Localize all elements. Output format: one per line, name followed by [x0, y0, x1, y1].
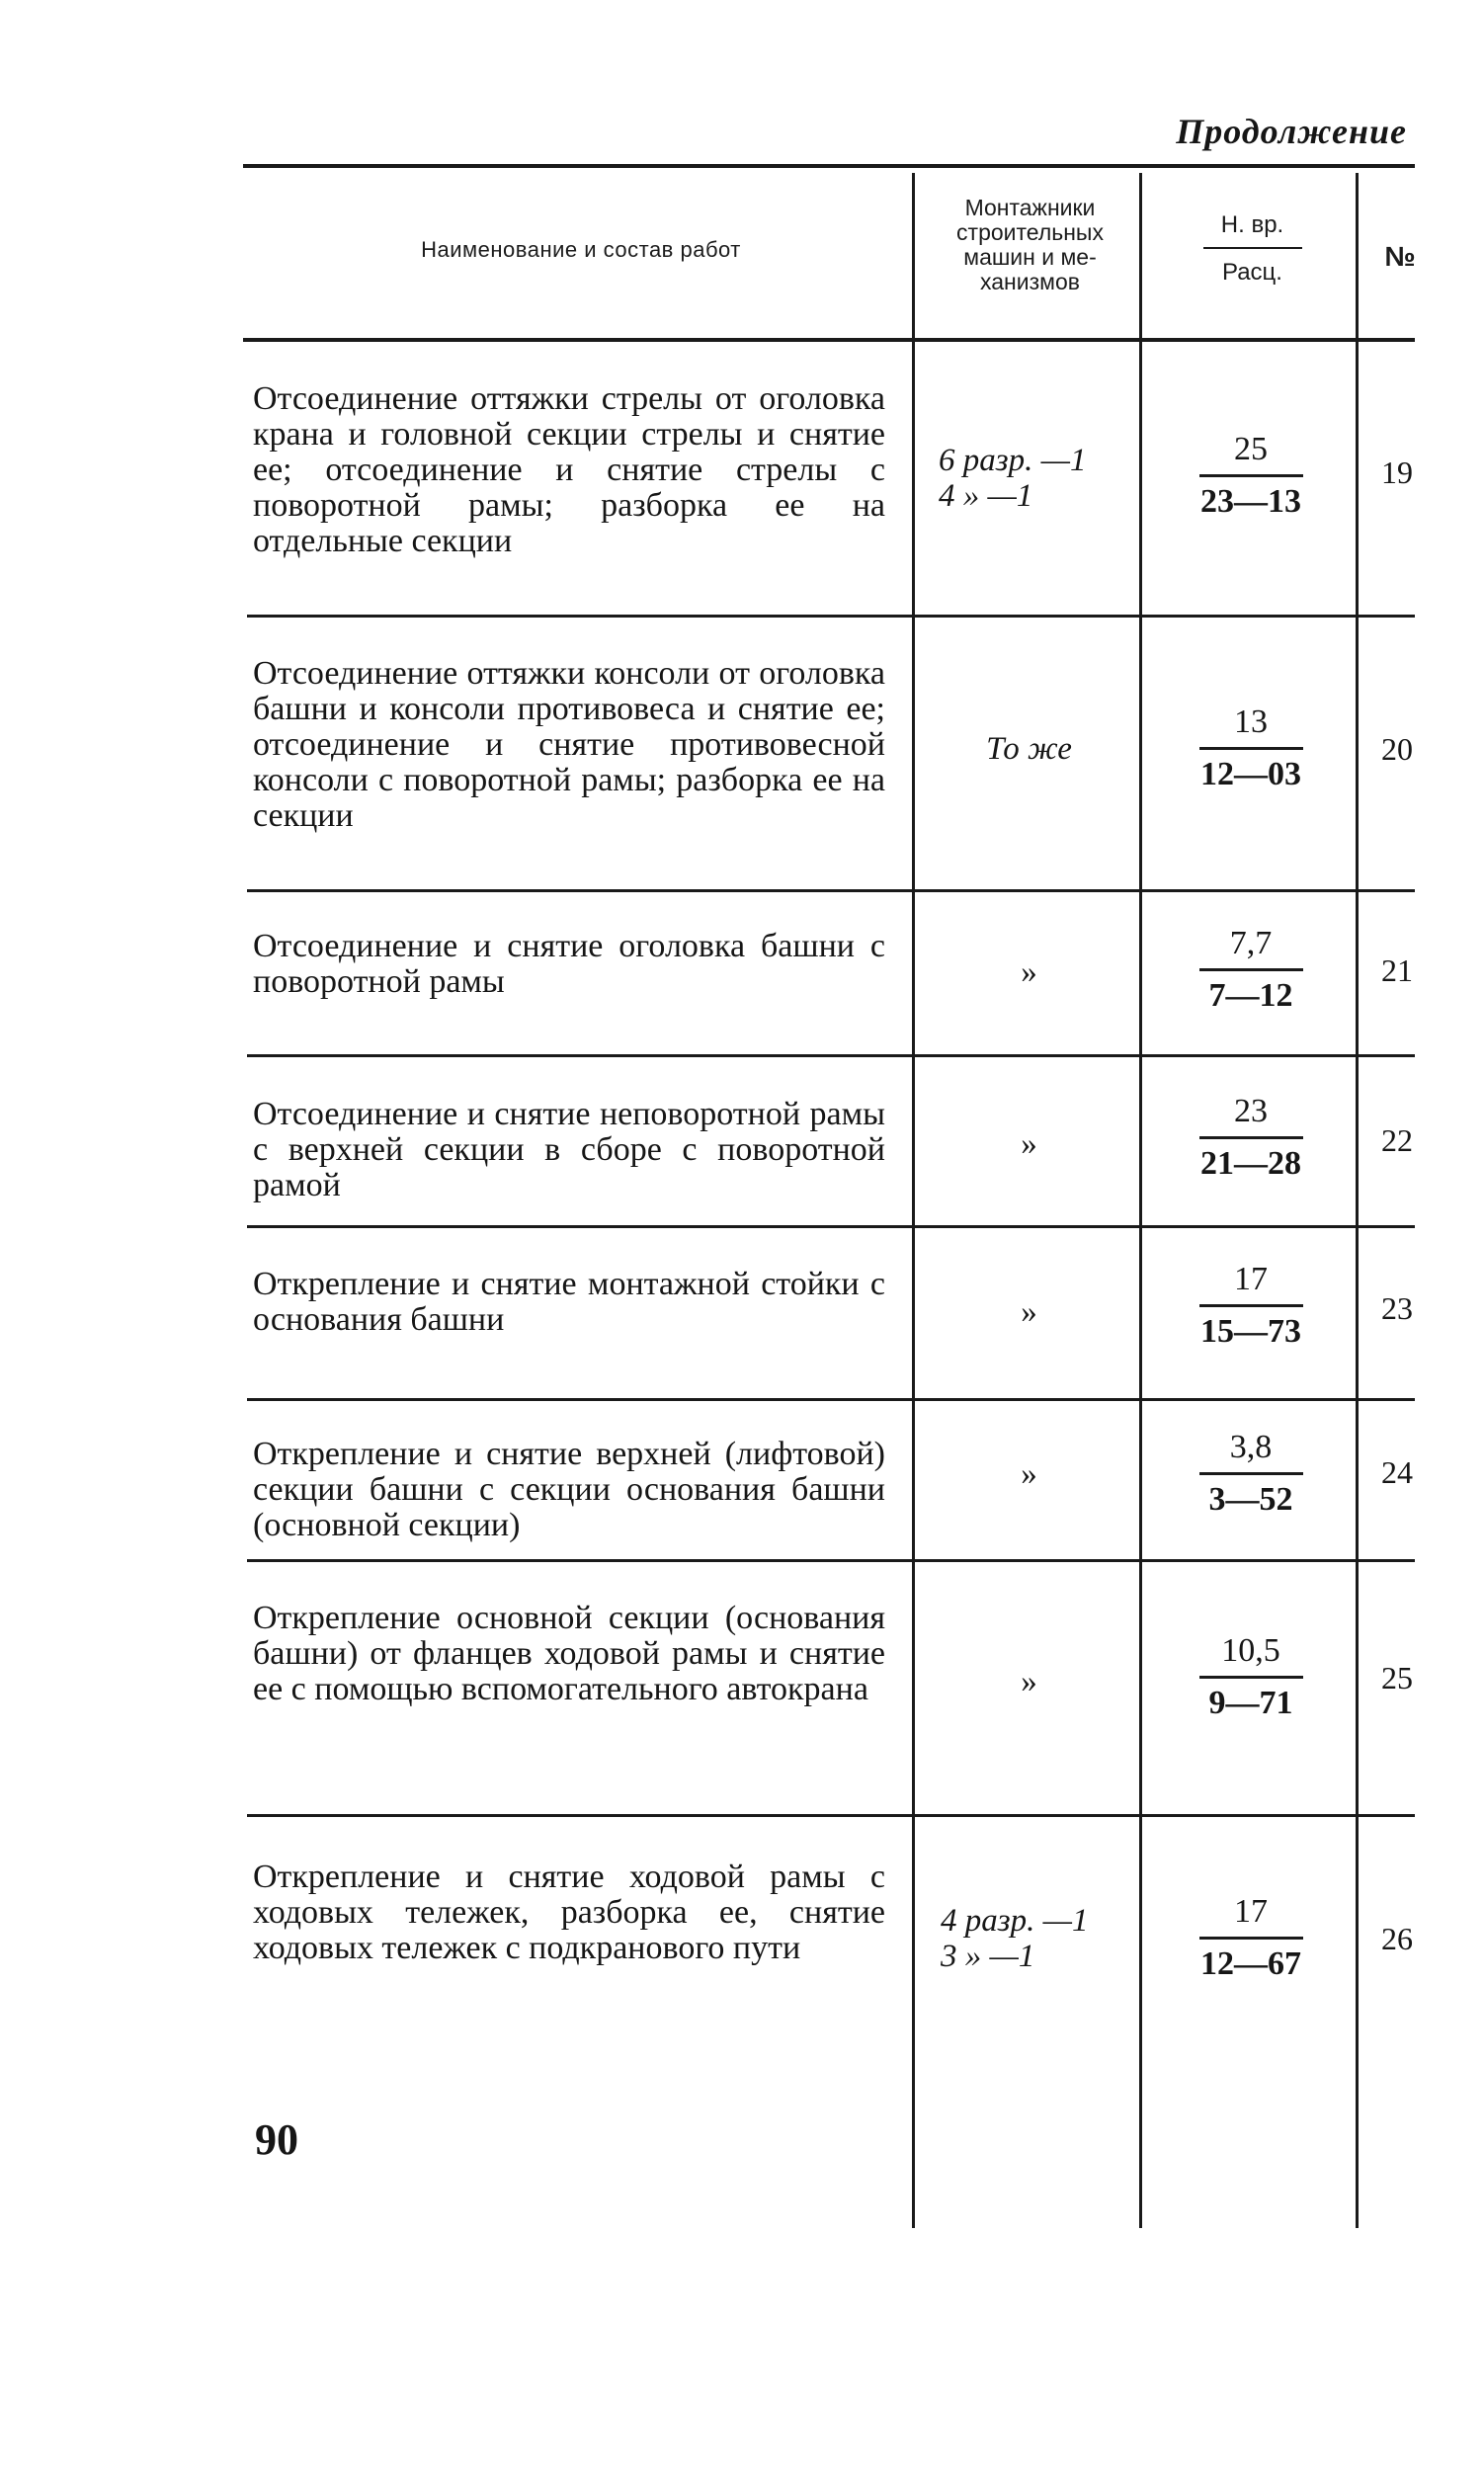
norm-header-bottom: Расц.: [1222, 259, 1282, 286]
row-24-rate: 3—52: [1208, 1481, 1293, 1518]
row-19-description: Отсоединение оттяжки стрелы от оголовка крана и головной секции стрелы и снятие ее; отсоединение и снятие стрелы с поворотной рамы; разборка ее на отдельные секции: [253, 380, 885, 559]
row-25-description: Открепление основной секции (основания башни) от фланцев ходовой рамы и снятие ее с помощью вспомогательного автокрана: [253, 1600, 885, 1707]
header-bottom-rule: [243, 338, 1415, 342]
row-26-norm-divider: [1199, 1937, 1303, 1940]
workers-header-line-3: машин и ме-: [963, 244, 1097, 270]
row-22-norm: [1146, 1093, 1356, 1183]
row-25-workers: »: [1021, 1664, 1037, 1699]
row-19-number: 19: [1381, 455, 1413, 490]
row-23-workers: »: [1021, 1294, 1037, 1330]
row-20-norm-divider: [1199, 747, 1303, 750]
row-22-time-norm: 23: [1234, 1093, 1268, 1129]
row-25-norm: [1146, 1632, 1356, 1722]
column-separator-1: [912, 173, 915, 2228]
row-separator: [247, 1398, 1415, 1401]
row-separator: [247, 1054, 1415, 1057]
continued-label: Продолжение: [1176, 112, 1407, 151]
row-23-description: Открепление и снятие монтажной стойки с основания башни: [253, 1266, 885, 1338]
row-19-time-norm: 25: [1234, 431, 1268, 467]
row-24-description: Открепление и снятие верхней (лифтовой) секции башни с секции основания башни (основной секции): [253, 1436, 885, 1543]
row-21-workers: »: [1021, 954, 1037, 990]
row-21-number: 21: [1381, 952, 1413, 988]
workers-header-line-4: ханизмов: [980, 269, 1080, 294]
row-26-workers: [941, 1903, 1128, 1974]
row-20-time-norm: 13: [1234, 703, 1268, 740]
norm-header-divider: [1203, 247, 1302, 249]
column-header-workers: [919, 196, 1141, 294]
norm-header-top: Н. вр.: [1220, 211, 1284, 238]
row-22-number: 22: [1381, 1122, 1413, 1158]
row-24-workers: »: [1021, 1456, 1037, 1492]
row-22-norm-divider: [1199, 1136, 1303, 1139]
row-20-rate: 12—03: [1200, 756, 1301, 792]
row-25-rate: 9—71: [1208, 1685, 1293, 1721]
column-header-number: №: [1384, 241, 1416, 272]
row-20-number: 20: [1381, 731, 1413, 767]
workers-header-line-1: Монтажники: [964, 195, 1096, 220]
row-19-workers-line-2: 4 » —1: [939, 478, 1033, 514]
page-number: 90: [255, 2115, 298, 2164]
row-26-workers-line-2: 3 » —1: [941, 1939, 1035, 1974]
row-26-norm: [1146, 1893, 1356, 1983]
row-22-description: Отсоединение и снятие неповоротной рамы с верхней секции в сборе с поворотной рамой: [253, 1096, 885, 1203]
row-25-norm-divider: [1199, 1676, 1303, 1679]
row-23-time-norm: 17: [1234, 1261, 1268, 1297]
row-26-description: Открепление и снятие ходовой рамы с ходовых тележек, разборка ее, снятие ходовых тележек с подкранового пути: [253, 1859, 885, 1966]
row-26-time-norm: 17: [1234, 1893, 1268, 1930]
row-24-number: 24: [1381, 1454, 1413, 1490]
table-top-rule: [243, 164, 1415, 168]
row-21-time-norm: 7,7: [1229, 925, 1273, 961]
row-22-workers: »: [1021, 1126, 1037, 1162]
row-23-norm-divider: [1199, 1304, 1303, 1307]
row-19-norm-divider: [1199, 474, 1303, 477]
column-header-name: Наименование и состав работ: [421, 237, 741, 262]
row-separator: [247, 1814, 1415, 1817]
column-separator-2: [1139, 173, 1142, 2228]
row-25-number: 25: [1381, 1660, 1413, 1695]
row-19-workers-line-1: 6 разр. —1: [939, 443, 1087, 478]
row-19-workers: [939, 443, 1126, 514]
row-19-rate: 23—13: [1200, 483, 1301, 520]
row-26-number: 26: [1381, 1921, 1413, 1956]
row-19-norm: [1146, 431, 1356, 521]
row-24-norm-divider: [1199, 1472, 1303, 1475]
row-26-workers-line-1: 4 разр. —1: [941, 1903, 1089, 1939]
column-separator-3: [1356, 173, 1359, 2228]
row-23-rate: 15—73: [1200, 1313, 1301, 1350]
row-20-workers: То же: [986, 731, 1072, 767]
row-21-description: Отсоединение и снятие оголовка башни с поворотной рамы: [253, 928, 885, 1000]
row-20-description: Отсоединение оттяжки консоли от оголовка башни и консоли противовеса и снятие ее; отсоединение и снятие противовесной консоли с поворотной рамы; разборка ее на секции: [253, 655, 885, 834]
row-23-norm: [1146, 1261, 1356, 1351]
row-26-rate: 12—67: [1200, 1945, 1301, 1982]
workers-header-line-2: строительных: [956, 219, 1104, 245]
row-separator: [247, 615, 1415, 618]
row-21-norm: [1146, 925, 1356, 1015]
row-21-rate: 7—12: [1208, 977, 1293, 1014]
row-23-number: 23: [1381, 1290, 1413, 1326]
row-20-norm: [1146, 703, 1356, 793]
row-21-norm-divider: [1199, 968, 1303, 971]
row-24-time-norm: 3,8: [1229, 1429, 1273, 1465]
row-25-time-norm: 10,5: [1221, 1632, 1280, 1669]
row-separator: [247, 1225, 1415, 1228]
row-separator: [247, 889, 1415, 892]
row-24-norm: [1146, 1429, 1356, 1519]
column-header-norm: [1146, 211, 1359, 287]
row-separator: [247, 1559, 1415, 1562]
row-22-rate: 21—28: [1200, 1145, 1301, 1182]
